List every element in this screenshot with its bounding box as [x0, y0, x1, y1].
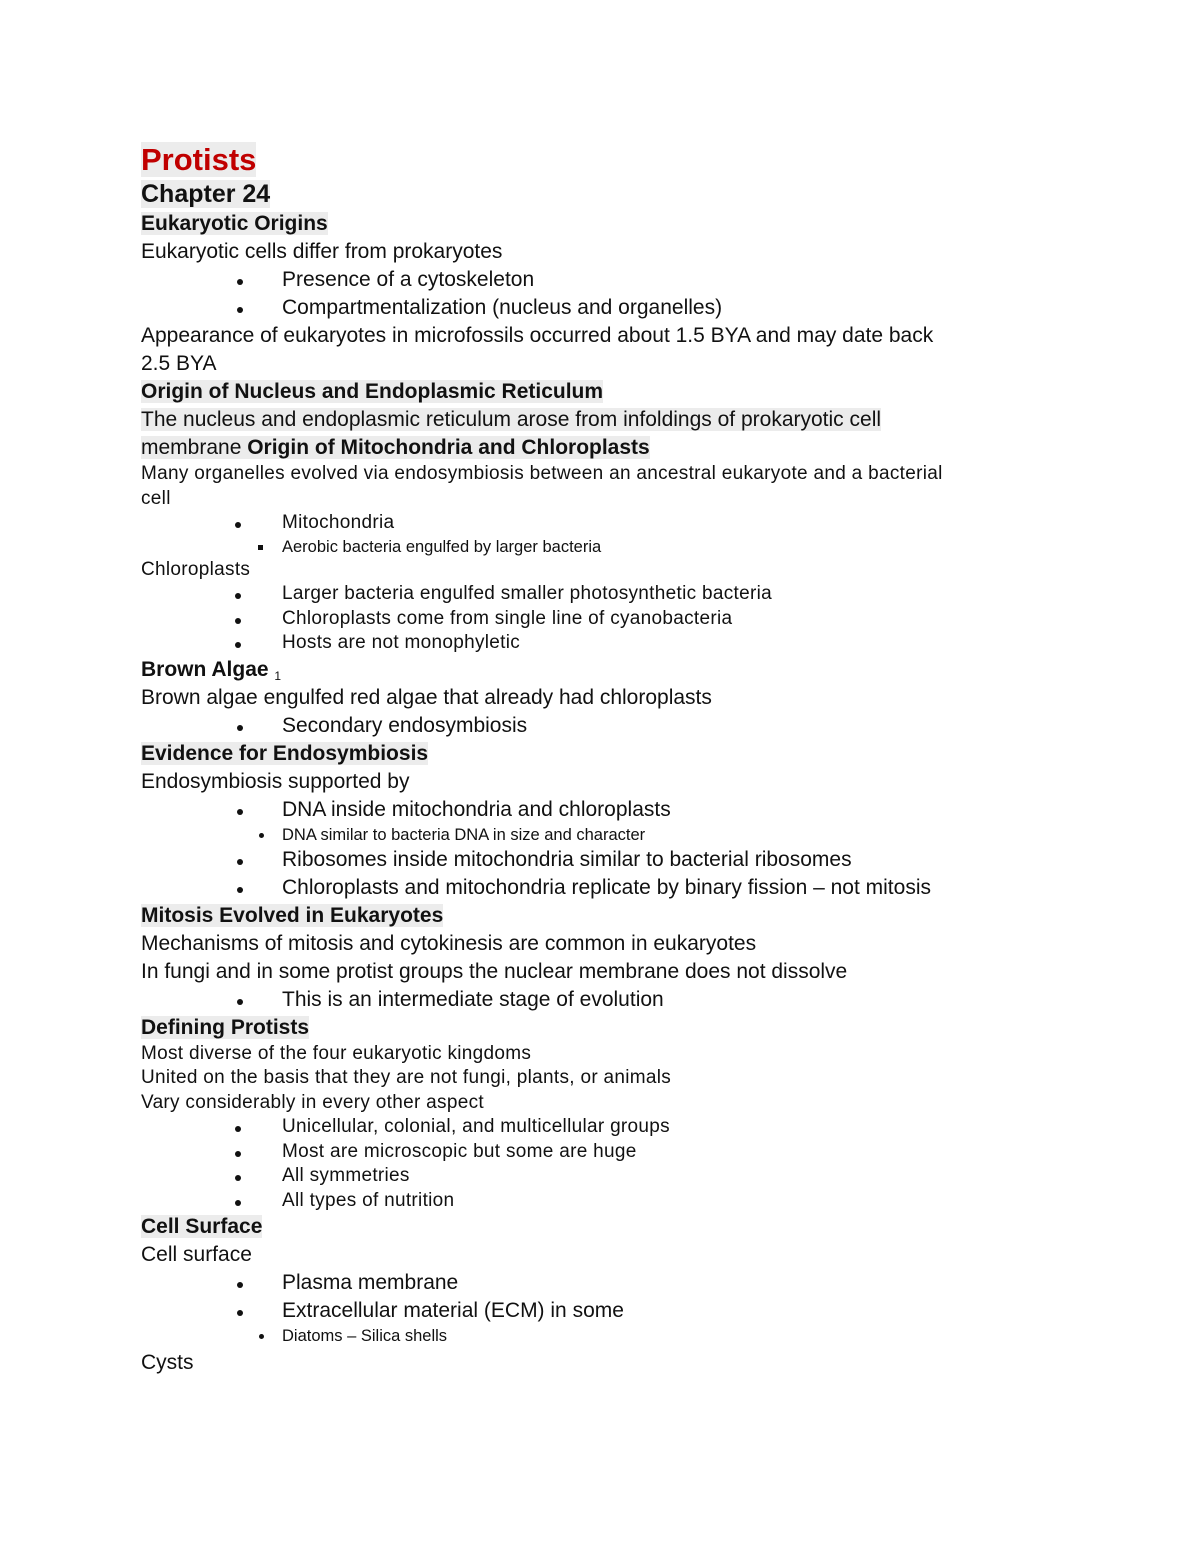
paragraph: Vary considerably in every other aspect [141, 1091, 484, 1113]
list-item: This is an intermediate stage of evolution [141, 986, 1041, 1014]
section-heading-eukaryotic-origins: Eukaryotic Origins [141, 212, 328, 235]
bullet-icon [237, 859, 243, 865]
section-heading-origin-of-mitochondria: Origin of Mitochondria and Chloroplasts [247, 436, 650, 459]
list-item: Mitochondria [141, 511, 1041, 536]
bullet-icon [237, 279, 243, 285]
list-item: Chloroplasts and mitochondria replicate by binary fission – not mitosis [141, 874, 1041, 902]
list-item: Hosts are not monophyletic [141, 631, 1041, 656]
bullet-icon [235, 1200, 241, 1206]
list-item: Extracellular material (ECM) in some [141, 1297, 1041, 1325]
paragraph: Chloroplasts [141, 558, 251, 580]
section-heading-origin-of-nucleus: Origin of Nucleus and Endoplasmic Reticulum [141, 380, 604, 403]
section-heading-defining-protists: Defining Protists [141, 1015, 310, 1039]
paragraph: Most diverse of the four eukaryotic kingdoms [141, 1042, 532, 1064]
section-heading-brown-algae: Brown Algae $_1$ [141, 657, 282, 683]
bullet-icon [259, 833, 264, 838]
paragraph: Endosymbiosis supported by [141, 769, 410, 793]
footnote-marker: 1 [274, 668, 282, 683]
bullet-icon [235, 1126, 241, 1132]
list-item: All types of nutrition [141, 1189, 1041, 1214]
paragraph: Cell surface [141, 1243, 252, 1266]
paragraph: Eukaryotic cells differ from prokaryotes [141, 240, 503, 263]
bullet-icon [237, 887, 243, 893]
bullet-icon [235, 593, 241, 599]
section-heading-mitosis-evolved: Mitosis Evolved in Eukaryotes [141, 903, 444, 927]
paragraph: United on the basis that they are not fungi, plants, or animals [141, 1067, 672, 1088]
bullet-icon [237, 1310, 243, 1316]
section-heading-cell-surface: Cell Surface [141, 1215, 263, 1238]
list-item: Presence of a cytoskeleton [141, 266, 1041, 294]
paragraph: membrane Origin of Mitochondria and Chloroplasts [141, 436, 650, 459]
paragraph: 2.5 BYA [141, 352, 217, 375]
paragraph: Mechanisms of mitosis and cytokinesis are common in eukaryotes [141, 931, 757, 955]
section-heading-evidence-for-endosymbiosis: Evidence for Endosymbiosis [141, 741, 429, 765]
list-item: All symmetries [141, 1164, 1041, 1189]
bullet-icon [237, 725, 243, 731]
bullet-icon [237, 809, 243, 815]
paragraph: Appearance of eukaryotes in microfossils occurred about 1.5 BYA and may date back [141, 324, 934, 347]
list-item: Plasma membrane [141, 1269, 1041, 1297]
bullet-icon [237, 999, 243, 1005]
chapter-heading: Chapter 24 [141, 180, 271, 208]
bullet-icon [235, 642, 241, 648]
bullet-icon [237, 1282, 243, 1288]
sub-list-item: DNA similar to bacteria DNA in size and character [141, 824, 1041, 846]
bullet-icon [235, 1175, 241, 1181]
bullet-icon [259, 1334, 264, 1339]
bullet-icon [235, 522, 241, 528]
bullet-icon [235, 1151, 241, 1157]
list-item: Most are microscopic but some are huge [141, 1140, 1041, 1165]
document-title: Protists [141, 142, 257, 177]
list-item: Compartmentalization (nucleus and organelles) [141, 294, 1041, 322]
document-page [141, 140, 1041, 1377]
paragraph: The nucleus and endoplasmic reticulum arose from infoldings of prokaryotic cell [141, 408, 882, 431]
sub-list-item: Diatoms – Silica shells [141, 1325, 1041, 1347]
sub-list-item: Aerobic bacteria engulfed by larger bacteria [141, 536, 1041, 558]
paragraph: Brown algae engulfed red algae that already had chloroplasts [141, 685, 712, 709]
bullet-icon [237, 307, 243, 313]
bullet-icon [235, 618, 241, 624]
list-item: DNA inside mitochondria and chloroplasts [141, 796, 1041, 824]
paragraph: Cysts [141, 1351, 194, 1374]
list-item: Unicellular, colonial, and multicellular groups [141, 1115, 1041, 1140]
list-item: Chloroplasts come from single line of cyanobacteria [141, 607, 1041, 632]
list-item: Ribosomes inside mitochondria similar to bacterial ribosomes [141, 846, 1041, 874]
paragraph: In fungi and in some protist groups the nuclear membrane does not dissolve [141, 959, 848, 983]
paragraph: cell [141, 487, 171, 509]
list-item: Secondary endosymbiosis [141, 712, 1041, 740]
paragraph: Many organelles evolved via endosymbiosis between an ancestral eukaryote and a bacterial [141, 463, 943, 484]
list-item: Larger bacteria engulfed smaller photosynthetic bacteria [141, 582, 1041, 607]
square-bullet-icon [258, 545, 263, 550]
